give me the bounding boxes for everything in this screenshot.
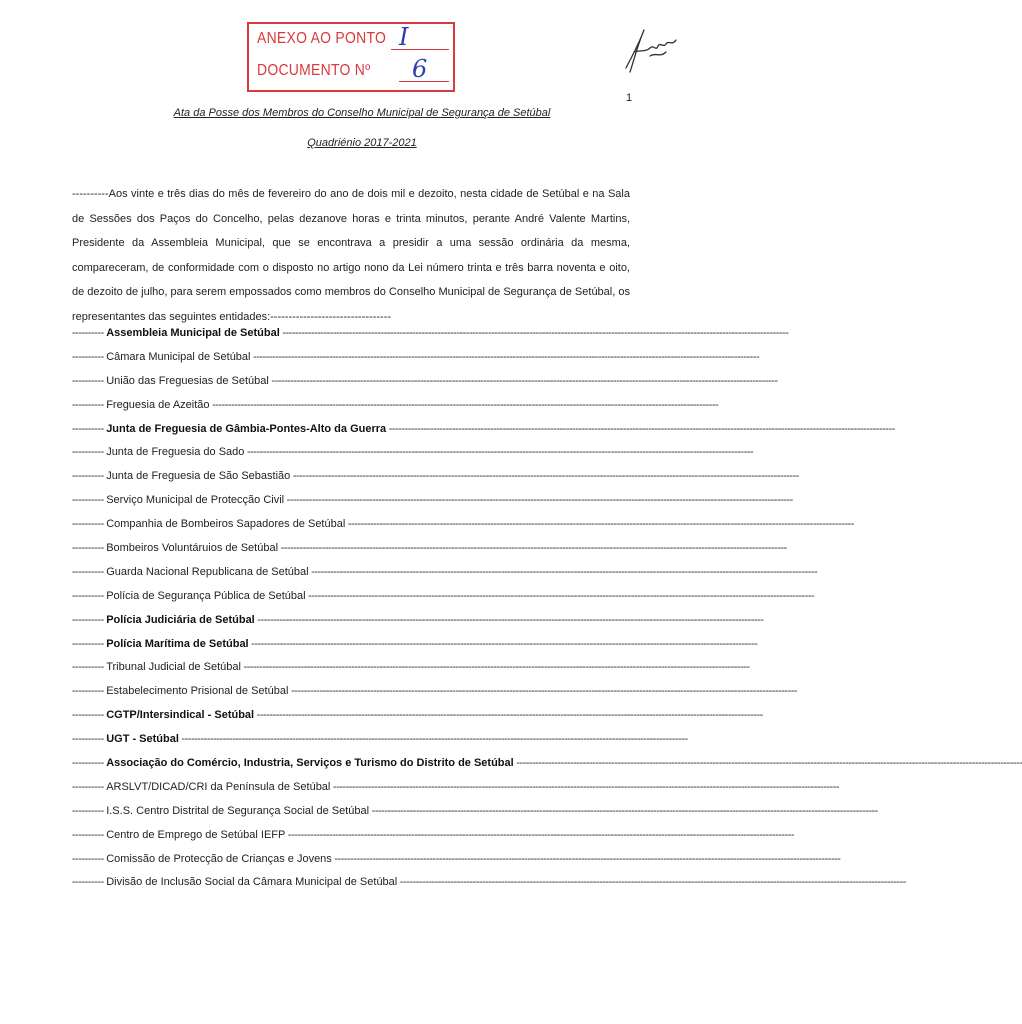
- leader-dashes: ----------: [72, 613, 107, 626]
- trailing-dashes: ----------------------------------------------------------------------------------------------------------------------------------------------------------------: [209, 398, 719, 411]
- list-item: [72, 728, 688, 752]
- entity-name: I.S.S. Centro Distrital de Segurança Social de Setúbal: [106, 804, 370, 817]
- entity-name: Guarda Nacional Republicana de Setúbal: [106, 565, 309, 578]
- list-item: [72, 633, 758, 657]
- list-item: [72, 561, 818, 585]
- page-number: 1: [626, 92, 633, 104]
- leader-dashes: ----------: [72, 446, 107, 459]
- list-item: [72, 800, 878, 824]
- trailing-dashes: ----------------------------------------------------------------------------------------------------------------------------------------------------------------: [290, 470, 799, 483]
- entity-name: Polícia Judiciária de Setúbal: [106, 613, 255, 626]
- leader-dashes: ----------: [72, 422, 107, 435]
- entity-name: CGTP/Intersindical - Setúbal: [106, 709, 255, 722]
- leader-dashes: ----------: [72, 685, 107, 698]
- list-item: [72, 680, 798, 704]
- entity-name: Junta de Freguesia de São Sebastião: [106, 470, 291, 483]
- list-item: [72, 776, 840, 800]
- entity-name: Assembleia Municipal de Setúbal: [106, 327, 280, 339]
- trailing-dashes: ----------------------------------------------------------------------------------------------------------------------------------------------------------------: [240, 661, 750, 674]
- entity-name: ARSLVT/DICAD/CRI da Península de Setúbal: [106, 780, 331, 793]
- entity-name: Tribunal Judicial de Setúbal: [106, 661, 241, 674]
- list-item: [72, 656, 750, 680]
- handwritten-initials-icon: [620, 22, 684, 78]
- entity-name: Comissão de Protecção de Crianças e Jovens: [106, 852, 332, 865]
- leader-dashes: ----------: [72, 542, 107, 555]
- list-item: [72, 322, 789, 346]
- trailing-dashes: ----------------------------------------------------------------------------------------------------------------------------------------------------------------: [250, 350, 760, 363]
- stamp-document-value: 6: [412, 55, 428, 83]
- trailing-dashes: ----------------------------------------------------------------------------------------------------------------------------------------------------------------: [248, 637, 758, 650]
- leader-dashes: ----------: [72, 780, 107, 793]
- list-item: [72, 537, 787, 561]
- leader-dashes: ----------: [72, 327, 107, 339]
- trailing-dashes: ----------------------------------------------------------------------------------------------------------------------------------------------------------------: [278, 542, 787, 555]
- leader-dashes: ----------: [72, 637, 107, 650]
- list-item: [72, 871, 906, 895]
- trailing-dashes: ----------------------------------------------------------------------------------------------------------------------------------------------------------------: [369, 804, 878, 817]
- trailing-dashes: ----------------------------------------------------------------------------------------------------------------------------------------------------------------: [254, 613, 764, 626]
- trailing-dashes: ----------------------------------------------------------------------------------------------------------------------------------------------------------------: [244, 446, 754, 459]
- list-item: [72, 418, 895, 442]
- list-item: [72, 585, 815, 609]
- entity-name: Polícia de Segurança Pública de Setúbal: [106, 589, 306, 602]
- entity-name: Freguesia de Azeitão: [106, 398, 210, 411]
- trailing-dashes: ----------------------------------------------------------------------------------------------------------------------------------------------------------------: [308, 565, 818, 578]
- trailing-dashes: ----------------------------------------------------------------------------------------------------------------------------------------------------------------: [279, 327, 789, 339]
- annex-stamp: [247, 22, 455, 92]
- entity-name: Junta de Freguesia de Gâmbia-Pontes-Alto da Guerra: [106, 422, 387, 435]
- entity-name: UGT - Setúbal: [106, 733, 179, 746]
- list-item: [72, 752, 1022, 776]
- entity-name: Associação do Comércio, Industria, Serviços e Turismo do Distrito de Setúbal: [106, 757, 514, 770]
- trailing-dashes: ----------------------------------------------------------------------------------------------------------------------------------------------------------------: [285, 828, 795, 841]
- list-item: [72, 346, 760, 370]
- leader-dashes: ----------: [72, 757, 107, 770]
- trailing-dashes: ----------------------------------------------------------------------------------------------------------------------------------------------------------------: [330, 780, 840, 793]
- entity-name: Divisão de Inclusão Social da Câmara Municipal de Setúbal: [106, 876, 398, 889]
- entity-name: Estabelecimento Prisional de Setúbal: [106, 685, 289, 698]
- entity-name: Bombeiros Voluntáruios de Setúbal: [106, 542, 279, 555]
- entity-list: [72, 322, 1022, 895]
- leader-dashes: ----------: [72, 398, 107, 411]
- entity-name: Polícia Marítima de Setúbal: [106, 637, 249, 650]
- leader-dashes: ----------: [72, 374, 107, 387]
- trailing-dashes: ----------------------------------------------------------------------------------------------------------------------------------------------------------------: [305, 589, 815, 602]
- leader-dashes: ----------: [72, 828, 107, 841]
- leader-dashes: ----------: [72, 350, 107, 363]
- leader-dashes: ----------: [72, 876, 107, 889]
- list-item: [72, 441, 754, 465]
- opening-paragraph: ----------Aos vinte e três dias do mês de fevereiro do ano de dois mil e dezoito, nesta cidade de Setúbal e na Sala de Sessões dos Paços do Concelho, pelas dezanove horas e trinta minutos, perante André Valente Martins, Presidente da Assembleia Municipal, que se encontrava a presidir a uma sessão ordinária da mesma, compareceram, de conformidade com o disposto no artigo nono da Lei número trinta e três barra noventa e oito, de dezoito de julho, para serem empossados como membros do Conselho Municipal de Segurança de Setúbal, os representantes das seguintes entidades:---------------------------------: [72, 188, 630, 323]
- list-item: [72, 513, 854, 537]
- list-item: [72, 609, 764, 633]
- trailing-dashes: ----------------------------------------------------------------------------------------------------------------------------------------------------------------: [284, 494, 793, 507]
- stamp-annex-label: ANEXO AO PONTO: [257, 30, 387, 47]
- leader-dashes: ----------: [72, 804, 107, 817]
- leader-dashes: ----------: [72, 661, 107, 674]
- list-item: [72, 489, 793, 513]
- leader-dashes: ----------: [72, 494, 107, 507]
- document-subtitle: Quadriénio 2017-2021: [307, 137, 417, 149]
- list-item: [72, 465, 799, 489]
- stamp-document-label: DOCUMENTO Nº: [257, 62, 371, 79]
- list-item: [72, 848, 841, 872]
- entity-name: União das Freguesias de Setúbal: [106, 374, 269, 387]
- entity-name: Companhia de Bombeiros Sapadores de Setúbal: [106, 518, 346, 531]
- leader-dashes: ----------: [72, 565, 107, 578]
- list-item: [72, 824, 795, 848]
- leader-dashes: ----------: [72, 709, 107, 722]
- list-item: [72, 704, 763, 728]
- trailing-dashes: ----------------------------------------------------------------------------------------------------------------------------------------------------------------: [331, 852, 841, 865]
- trailing-dashes: ----------------------------------------------------------------------------------------------------------------------------------------------------------------: [178, 733, 688, 746]
- trailing-dashes: ----------------------------------------------------------------------------------------------------------------------------------------------------------------: [397, 876, 906, 889]
- trailing-dashes: ----------------------------------------------------------------------------------------------------------------------------------------------------------------: [254, 709, 763, 722]
- trailing-dashes: ----------------------------------------------------------------------------------------------------------------------------------------------------------------: [513, 757, 1022, 770]
- entity-name: Centro de Emprego de Setúbal IEFP: [106, 828, 286, 841]
- list-item: [72, 370, 778, 394]
- leader-dashes: ----------: [72, 589, 107, 602]
- document-title: Ata da Posse dos Membros do Conselho Municipal de Segurança de Setúbal: [173, 107, 551, 119]
- stamp-annex-value: I: [399, 23, 409, 51]
- list-item: [72, 394, 719, 418]
- entity-name: Serviço Municipal de Protecção Civil: [106, 494, 285, 507]
- trailing-dashes: ----------------------------------------------------------------------------------------------------------------------------------------------------------------: [268, 374, 778, 387]
- entity-name: Câmara Municipal de Setúbal: [106, 350, 251, 363]
- trailing-dashes: ----------------------------------------------------------------------------------------------------------------------------------------------------------------: [288, 685, 798, 698]
- leader-dashes: ----------: [72, 470, 107, 483]
- trailing-dashes: ----------------------------------------------------------------------------------------------------------------------------------------------------------------: [386, 422, 895, 435]
- trailing-dashes: ----------------------------------------------------------------------------------------------------------------------------------------------------------------: [345, 518, 854, 531]
- leader-dashes: ----------: [72, 518, 107, 531]
- leader-dashes: ----------: [72, 852, 107, 865]
- leader-dashes: ----------: [72, 733, 107, 746]
- entity-name: Junta de Freguesia do Sado: [106, 446, 245, 459]
